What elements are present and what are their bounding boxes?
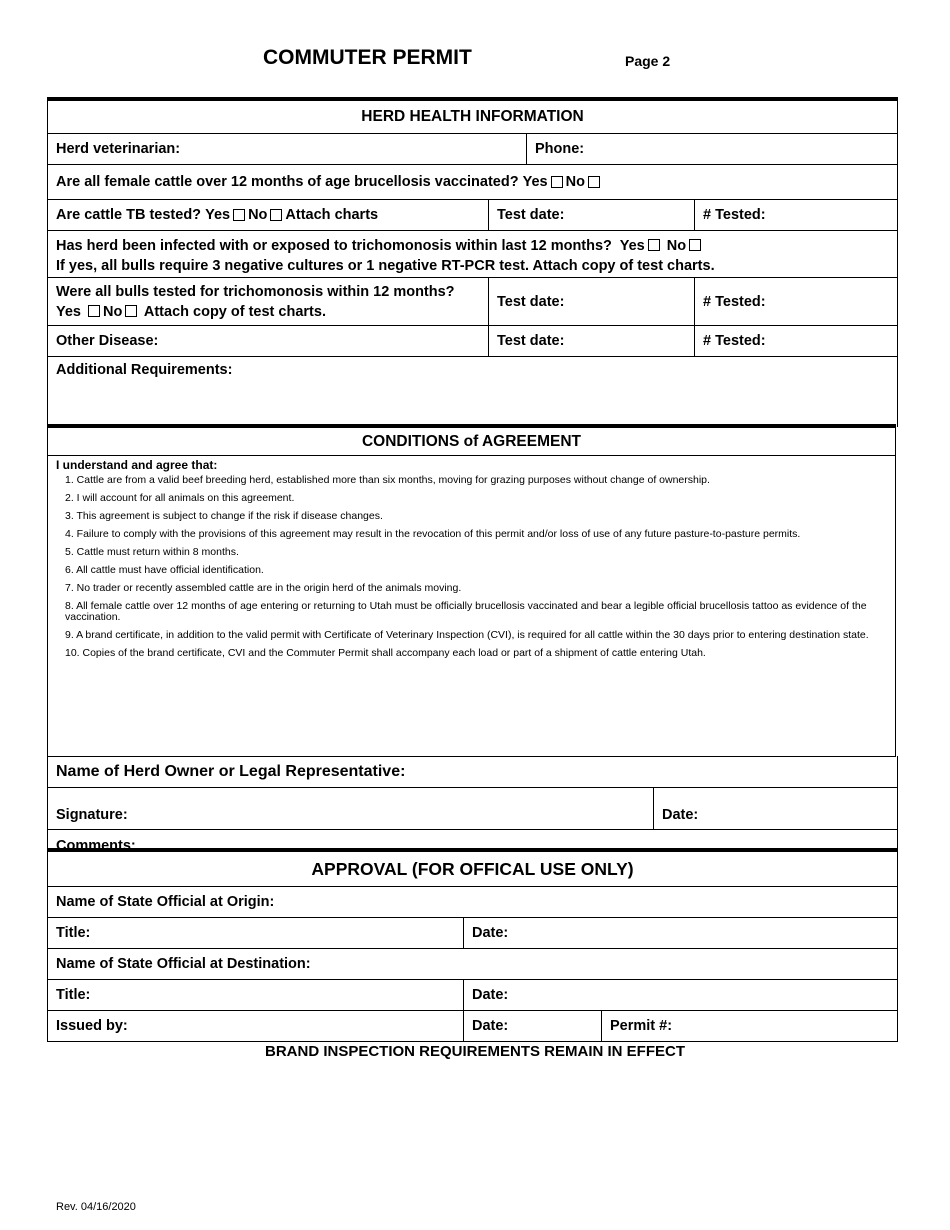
issued-by-label: Issued by: (56, 1018, 128, 1034)
page-number: Page 2 (625, 53, 671, 69)
brucellosis-yes-checkbox[interactable] (551, 176, 563, 188)
conditions-body (48, 456, 895, 674)
approval-header (48, 852, 897, 887)
trich-no-label: No (666, 238, 687, 254)
owner-name-row (48, 756, 897, 788)
condition-item: 1. Cattle are from a valid beef breeding herd, established more than six months, moving for grazing purposes without change of ownership. (65, 474, 710, 486)
tb-num-tested-field[interactable] (695, 200, 897, 230)
condition-item: 10. Copies of the brand certificate, CVI and the Commuter Permit shall accompany each load or part of a shipment of cattle entering Utah. (65, 647, 706, 659)
other-num-tested-field[interactable] (695, 326, 897, 356)
vet-row (48, 134, 897, 165)
bulls-question: Were all bulls tested for trichomonosis within 12 months? (56, 284, 455, 300)
conditions-title: CONDITIONS of AGREEMENT (361, 432, 581, 450)
owner-name-field[interactable] (48, 756, 897, 787)
conditions-header (48, 428, 895, 456)
origin-title-row (48, 918, 897, 949)
conditions-lead: I understand and agree that: (56, 458, 218, 472)
tb-no-label: No (248, 207, 268, 223)
brucellosis-no-label: No (565, 174, 585, 190)
permit-number-field[interactable] (602, 1011, 897, 1041)
origin-official-row (48, 887, 897, 918)
condition-item: 9. A brand certificate, in addition to the valid permit with Certificate of Veterinary Inspection (CVI), is required for all cattle within the 30 days prior to entering destination state. (65, 629, 869, 641)
tb-test-date-label: Test date: (497, 207, 565, 223)
other-disease-row (48, 326, 897, 357)
trich-question: Has herd been infected with or exposed to trichomonosis within last 12 months? (56, 238, 612, 254)
tb-num-tested-label: # Tested: (703, 207, 766, 223)
signature-label: Signature: (56, 807, 128, 823)
herd-health-header (48, 101, 897, 134)
dest-official-row (48, 949, 897, 980)
bulls-attach-copy: Attach copy of test charts. (143, 304, 326, 320)
dest-date-label: Date: (472, 987, 509, 1003)
trich-yes-checkbox[interactable] (648, 239, 660, 251)
brucellosis-row (48, 165, 897, 200)
trich-no-checkbox[interactable] (689, 239, 701, 251)
bulls-test-date-label: Test date: (497, 293, 565, 310)
other-test-date-field[interactable] (489, 326, 695, 356)
brand-inspection-note: BRAND INSPECTION REQUIREMENTS REMAIN IN EFFECT (264, 1043, 685, 1060)
phone-field[interactable] (527, 134, 897, 164)
origin-date-label: Date: (472, 925, 509, 941)
signature-field[interactable] (48, 788, 654, 829)
herd-health-section (47, 97, 898, 427)
tb-yes-checkbox[interactable] (233, 209, 245, 221)
dest-title-label: Title: (56, 987, 91, 1003)
bulls-test-date-field[interactable] (489, 278, 695, 325)
herd-health-title: HERD HEALTH INFORMATION (361, 108, 584, 125)
form-title: COMMUTER PERMIT (263, 46, 472, 69)
tb-question: Are cattle TB tested? (56, 207, 202, 223)
dest-official-label: Name of State Official at Destination: (56, 956, 311, 972)
other-disease-label: Other Disease: (56, 333, 159, 349)
trich-row (48, 231, 897, 278)
condition-item: 6. All cattle must have official identification. (65, 564, 264, 576)
bulls-num-tested-field[interactable] (695, 278, 897, 325)
condition-item: 4. Failure to comply with the provisions of this agreement may result in the revocation of this permit and/or loss of use of any future pasture-to-pasture permits. (65, 528, 801, 540)
origin-title-field[interactable] (48, 918, 464, 948)
other-test-date-label: Test date: (497, 333, 565, 349)
issued-date-label: Date: (472, 1018, 509, 1034)
conditions-list (56, 475, 887, 659)
herd-veterinarian-field[interactable] (48, 134, 527, 164)
brucellosis-question: Are all female cattle over 12 months of age brucellosis vaccinated? (56, 174, 519, 190)
origin-official-field[interactable] (48, 887, 897, 917)
dest-title-field[interactable] (48, 980, 464, 1010)
bulls-num-tested-label: # Tested: (703, 293, 766, 310)
dest-title-row (48, 980, 897, 1011)
condition-item: 3. This agreement is subject to change if the risk if disease changes. (65, 510, 383, 522)
origin-date-field[interactable] (464, 918, 897, 948)
signature-date-field[interactable] (654, 788, 897, 829)
dest-date-field[interactable] (464, 980, 897, 1010)
brucellosis-yes-label: Yes (522, 174, 548, 190)
tb-test-date-field[interactable] (489, 200, 695, 230)
tb-yes-label: Yes (205, 207, 231, 223)
comments-label: Comments: (56, 838, 136, 854)
signature-date-label: Date: (662, 807, 699, 823)
permit-number-label: Permit #: (610, 1018, 673, 1034)
bulls-no-label: No (103, 304, 123, 320)
condition-item: 7. No trader or recently assembled cattle are in the origin herd of the animals moving. (65, 582, 462, 594)
conditions-section (47, 424, 896, 757)
trich-yes-label: Yes (619, 238, 645, 254)
signature-row (48, 788, 897, 830)
condition-item: 2. I will account for all animals on this agreement. (65, 492, 295, 504)
approval-section (47, 848, 898, 1042)
brucellosis-no-checkbox[interactable] (588, 176, 600, 188)
tb-no-checkbox[interactable] (270, 209, 282, 221)
condition-item: 8. All female cattle over 12 months of age entering or returning to Utah must be officially brucellosis vaccinated and bear a legible official brucellosis tattoo as evidence of the vaccination. (65, 600, 867, 623)
origin-official-label: Name of State Official at Origin: (56, 894, 275, 910)
issued-date-field[interactable] (464, 1011, 602, 1041)
revision-date: Rev. 04/16/2020 (56, 1201, 136, 1213)
dest-official-field[interactable] (48, 949, 897, 979)
owner-name-label: Name of Herd Owner or Legal Representative: (56, 762, 406, 780)
tb-row (48, 200, 897, 231)
bulls-no-checkbox[interactable] (125, 305, 137, 317)
bulls-yes-label: Yes (56, 304, 81, 320)
bulls-yes-checkbox[interactable] (88, 305, 100, 317)
trich-note: If yes, all bulls require 3 negative cultures or 1 negative RT-PCR test. Attach copy of test charts. (56, 258, 715, 274)
herd-veterinarian-label: Herd veterinarian: (56, 141, 181, 157)
additional-requirements-field[interactable] (48, 357, 897, 427)
origin-title-label: Title: (56, 925, 91, 941)
issued-by-field[interactable] (48, 1011, 464, 1041)
approval-title: APPROVAL (FOR OFFICAL USE ONLY) (311, 858, 634, 879)
issued-row (48, 1011, 897, 1042)
condition-item: 5. Cattle must return within 8 months. (65, 546, 239, 558)
bulls-row (48, 278, 897, 326)
tb-attach-charts: Attach charts (285, 207, 379, 223)
other-disease-field[interactable] (48, 326, 489, 356)
other-num-tested-label: # Tested: (703, 333, 766, 349)
additional-requirements-label: Additional Requirements: (56, 362, 233, 378)
phone-label: Phone: (535, 141, 585, 157)
additional-requirements-row (48, 357, 897, 427)
